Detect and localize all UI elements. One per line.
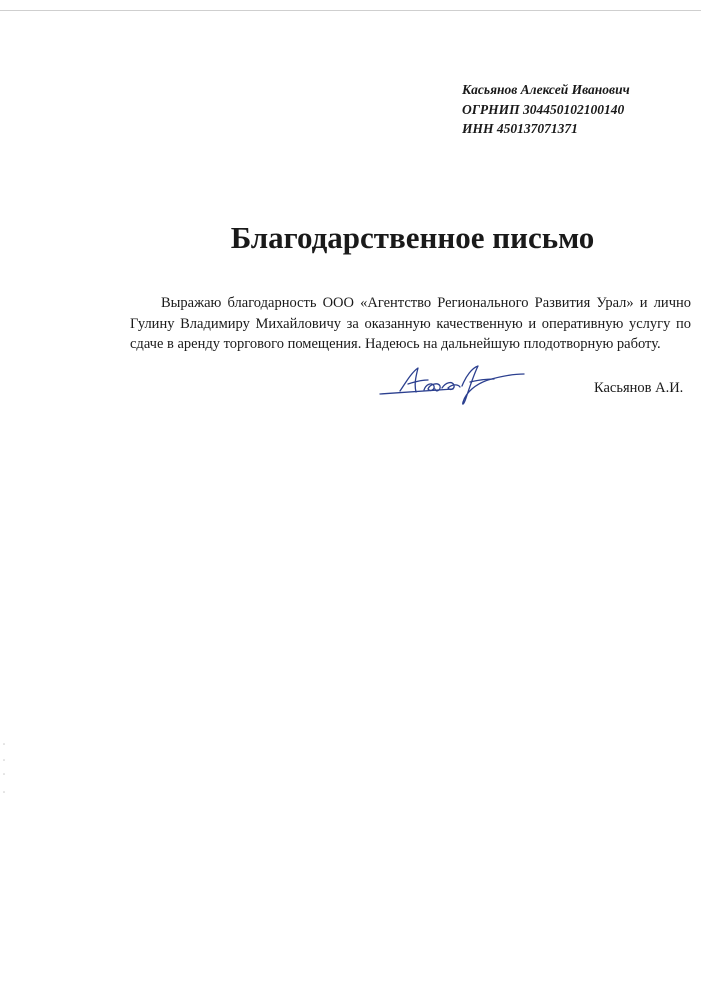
sender-ogrnip: ОГРНИП 304450102100140: [462, 101, 625, 117]
document-title: Благодарственное письмо: [230, 220, 595, 255]
sender-inn: ИНН 450137071371: [462, 121, 578, 136]
handwritten-signature: [378, 362, 528, 407]
scan-edge-line: [0, 10, 701, 11]
sender-name: Касьянов Алексей Иванович: [462, 82, 630, 97]
signer-name: Касьянов А.И.: [594, 380, 684, 396]
letter-body: Выражаю благодарность ООО «Агентство Регионального Развития Урал» и лично Гулину Владимиру Михайловичу за оказанную качественную и оперативную услугу по сдаче в аренду торгового помещения. Надеюсь на дальнейшую плодотворную работу.: [130, 295, 691, 352]
scan-margin-marks: [2, 740, 6, 800]
letterhead: [462, 80, 630, 139]
